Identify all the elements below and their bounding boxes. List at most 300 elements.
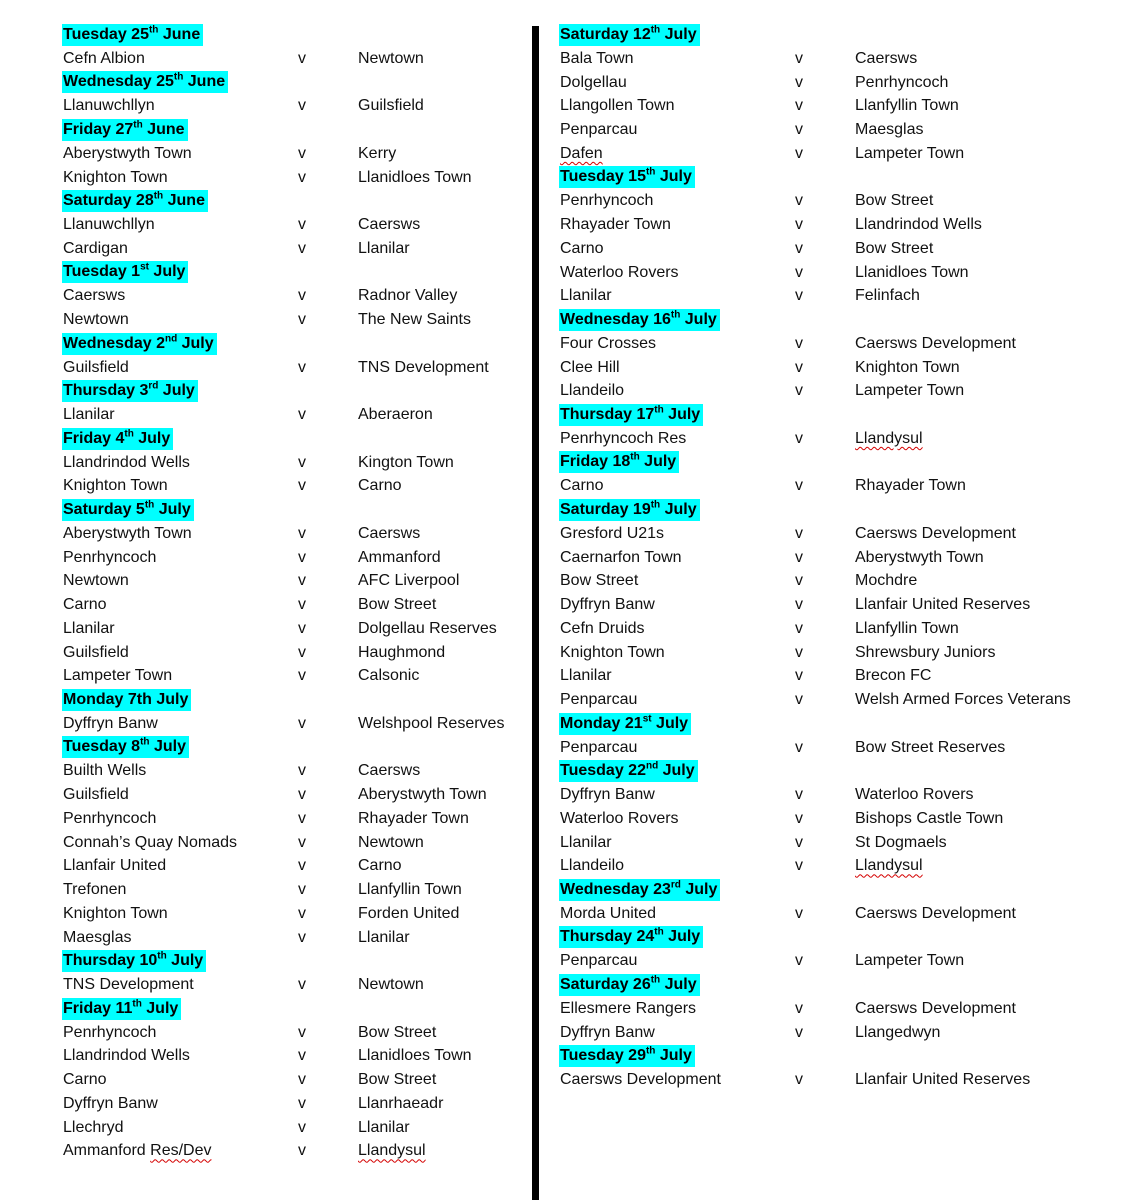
fixture-row: [62, 94, 522, 118]
date-label: [62, 71, 228, 93]
date-label: [559, 404, 703, 426]
date-day: Wednesday 2: [63, 334, 165, 352]
date-label: [559, 713, 691, 735]
date-ordinal-suffix: th: [133, 119, 143, 131]
versus-label: v: [298, 311, 306, 328]
away-team: Llandysul: [855, 857, 923, 875]
versus-label: v: [298, 881, 306, 898]
versus-label: v: [298, 1071, 306, 1088]
date-label: [559, 1045, 695, 1067]
date-day: Tuesday 29: [560, 1047, 646, 1065]
away-team: Newtown: [358, 976, 424, 993]
fixture-row: [62, 759, 522, 783]
date-month: July: [639, 453, 677, 471]
fixture-row: [559, 997, 1099, 1021]
home-team: Lampeter Town: [63, 667, 173, 685]
fixture-row: [62, 712, 522, 736]
versus-label: v: [795, 643, 803, 661]
date-ordinal-suffix: th: [140, 737, 150, 749]
away-team: Aberaeron: [358, 406, 433, 423]
date-heading: [559, 926, 1099, 950]
date-day: Thursday 10: [63, 952, 158, 970]
versus-label: v: [298, 1047, 306, 1065]
date-heading: [559, 308, 1099, 332]
away-team: Bow Street: [855, 192, 934, 210]
versus-label: v: [795, 144, 803, 162]
home-team: Llanilar: [560, 667, 612, 685]
versus-label: v: [298, 97, 306, 115]
home-team: Carno: [63, 596, 107, 613]
date-label: [62, 380, 198, 402]
fixture-row: [62, 1116, 522, 1140]
home-team: Aberystwyth Town: [63, 144, 192, 162]
versus-label: v: [795, 809, 803, 827]
home-team: Llanilar: [63, 619, 115, 637]
away-team: Penrhyncoch: [855, 73, 949, 91]
home-team: Llanilar: [560, 833, 612, 851]
home-team: Penparcau: [560, 691, 638, 708]
home-team: Ellesmere Rangers: [560, 999, 697, 1017]
date-ordinal-suffix: th: [153, 190, 164, 202]
versus-label: v: [795, 216, 803, 233]
away-team: Llanrhaeadr: [358, 1094, 444, 1112]
versus-label: v: [795, 477, 803, 495]
versus-label: v: [298, 477, 306, 495]
home-team: Llanuwchllyn: [63, 97, 155, 115]
away-team: Maesglas: [855, 121, 924, 138]
date-heading: [559, 1044, 1099, 1068]
date-heading: [62, 688, 522, 712]
fixture-row: [62, 831, 522, 855]
fixture-row: [559, 356, 1099, 380]
home-team: Dyffryn Banw: [560, 596, 655, 613]
date-month: July: [133, 429, 171, 447]
fixture-row: [559, 902, 1099, 926]
away-team: The New Saints: [358, 311, 471, 328]
fixture-row: [62, 926, 522, 950]
versus-label: v: [795, 239, 803, 257]
versus-label: v: [298, 1023, 306, 1041]
date-label: [559, 926, 703, 948]
home-team: Caernarfon Town: [560, 548, 682, 566]
home-team: Dyffryn Banw: [560, 1023, 655, 1041]
date-label: [62, 333, 217, 355]
date-ordinal-suffix: th: [645, 167, 656, 179]
date-label: [62, 24, 203, 46]
fixture-row: [559, 332, 1099, 356]
date-heading: [559, 973, 1099, 997]
date-heading: [62, 261, 522, 285]
fixture-row: [559, 783, 1099, 807]
date-day: Friday 4: [63, 429, 125, 447]
date-month: July: [158, 382, 195, 400]
date-day: Friday 18: [560, 453, 631, 471]
versus-label: v: [795, 691, 803, 708]
home-team: Aberystwyth Town: [63, 524, 192, 542]
date-day: Friday 27: [63, 120, 134, 138]
home-team: Llangollen Town: [560, 97, 675, 115]
home-team: Penrhyncoch Res: [560, 429, 687, 447]
fixture-row: [559, 379, 1099, 403]
fixture-row: [559, 736, 1099, 760]
fixture-row: [559, 1068, 1099, 1092]
fixture-row: [559, 189, 1099, 213]
versus-label: v: [298, 1118, 306, 1136]
home-team: Waterloo Rovers: [560, 809, 679, 827]
away-team: Caersws: [358, 216, 421, 233]
fixture-row: [62, 284, 522, 308]
away-team: Lampeter Town: [855, 952, 965, 970]
date-heading: [559, 403, 1099, 427]
away-team: Lampeter Town: [855, 382, 965, 400]
home-team: Knighton Town: [63, 168, 168, 186]
fixture-row: [62, 356, 522, 380]
versus-label: v: [298, 928, 306, 946]
home-team: Maesglas: [63, 928, 132, 946]
away-team: Bishops Castle Town: [855, 809, 1004, 827]
date-ordinal-suffix: th: [654, 927, 664, 939]
date-month: July: [660, 500, 697, 518]
fixture-row: [62, 1092, 522, 1116]
fixture-row: [559, 664, 1099, 688]
versus-label: v: [298, 216, 306, 233]
date-month: July: [154, 500, 191, 518]
home-team: Llanuwchllyn: [63, 216, 155, 233]
date-month: July: [655, 168, 692, 186]
date-heading: [62, 379, 522, 403]
away-team: Dolgellau Reserves: [358, 619, 497, 637]
away-team: Waterloo Rovers: [855, 786, 974, 803]
date-heading: [62, 332, 522, 356]
fixture-row: [559, 237, 1099, 261]
fixture-row: [559, 688, 1099, 712]
home-team: Ammanford Res/Dev: [63, 1142, 212, 1160]
fixture-row: [62, 142, 522, 166]
home-team: Llanilar: [63, 406, 115, 423]
fixture-row: [62, 664, 522, 688]
date-ordinal-suffix: st: [642, 713, 652, 725]
home-team: Llandeilo: [560, 857, 625, 875]
fixture-row: [62, 451, 522, 475]
date-ordinal-suffix: th: [670, 309, 681, 321]
fixture-row: [559, 71, 1099, 95]
home-team: Rhayader Town: [560, 216, 671, 233]
away-team: Caersws: [358, 762, 421, 780]
home-team: Carno: [63, 1071, 107, 1088]
date-label: [62, 190, 208, 212]
date-day: Tuesday 22: [560, 762, 646, 780]
date-ordinal-suffix: th: [650, 974, 661, 986]
away-team: Calsonic: [358, 667, 420, 685]
date-heading: [62, 736, 522, 760]
date-month: July: [148, 263, 186, 281]
date-month: July: [663, 928, 701, 946]
away-team: Llanfyllin Town: [855, 619, 959, 637]
fixture-row: [62, 902, 522, 926]
date-label: [62, 499, 194, 521]
date-ordinal-suffix: nd: [164, 333, 178, 345]
away-team: Llandysul: [855, 429, 923, 447]
fixture-row: [559, 47, 1099, 71]
versus-label: v: [298, 406, 306, 423]
versus-label: v: [795, 952, 803, 970]
versus-label: v: [795, 833, 803, 851]
versus-label: v: [795, 548, 803, 566]
date-day: Thursday 3: [63, 382, 149, 400]
fixture-row: [62, 47, 522, 71]
date-day: Saturday 5: [63, 500, 145, 518]
fixture-row: [62, 593, 522, 617]
away-team: Welshpool Reserves: [358, 714, 505, 732]
home-team: Newtown: [63, 572, 129, 590]
home-team: Dyffryn Banw: [560, 786, 655, 803]
away-team: Caersws: [855, 49, 918, 67]
date-month: July: [660, 25, 697, 43]
home-team: Trefonen: [63, 881, 127, 898]
date-day: Tuesday 15: [560, 168, 646, 186]
fixture-row: [62, 1044, 522, 1068]
versus-label: v: [298, 572, 306, 590]
away-team: Haughmond: [358, 643, 446, 661]
date-heading: [62, 427, 522, 451]
away-team: Bow Street: [358, 1023, 437, 1041]
versus-label: v: [298, 857, 306, 875]
away-team: Kerry: [358, 144, 397, 162]
away-team: Rhayader Town: [855, 477, 966, 495]
versus-label: v: [298, 358, 306, 376]
away-team: Llanfair United Reserves: [855, 596, 1031, 613]
home-team: Penparcau: [560, 121, 638, 138]
away-team: TNS Development: [358, 358, 489, 376]
date-label: [559, 24, 700, 46]
fixture-row: [62, 807, 522, 831]
home-team: Llanfair United: [63, 857, 167, 875]
away-team: Llanilar: [358, 928, 410, 946]
date-day: Saturday 19: [560, 500, 651, 518]
versus-label: v: [298, 786, 306, 803]
date-label: [62, 689, 191, 711]
versus-label: v: [795, 358, 803, 376]
fixtures-column-left: [62, 23, 522, 1163]
away-team: Aberystwyth Town: [855, 548, 984, 566]
date-ordinal-suffix: rd: [670, 879, 681, 891]
date-ordinal-suffix: th: [124, 428, 134, 440]
versus-label: v: [298, 809, 306, 827]
away-team: Shrewsbury Juniors: [855, 643, 996, 661]
fixture-row: [62, 237, 522, 261]
fixture-row: [62, 783, 522, 807]
fixture-row: [62, 641, 522, 665]
date-label: [559, 451, 679, 473]
home-team: Penrhyncoch: [63, 548, 157, 566]
date-ordinal-suffix: st: [140, 262, 149, 274]
versus-label: v: [795, 429, 803, 447]
away-team: Llanilar: [358, 1118, 410, 1136]
versus-label: v: [298, 1094, 306, 1112]
date-month: July: [141, 999, 179, 1017]
home-team: Dyffryn Banw: [63, 714, 158, 732]
date-day: Wednesday 16: [560, 310, 671, 328]
versus-label: v: [298, 643, 306, 661]
home-team: Penparcau: [560, 738, 638, 756]
versus-label: v: [795, 97, 803, 115]
away-team: Llanfair United Reserves: [855, 1071, 1031, 1088]
away-team: Llanidloes Town: [358, 1047, 472, 1065]
home-team: Builth Wells: [63, 762, 147, 780]
home-team: Cefn Albion: [63, 49, 145, 67]
date-heading: [62, 23, 522, 47]
home-team: Caersws Development: [560, 1071, 721, 1088]
fixture-row: [62, 854, 522, 878]
versus-label: v: [298, 144, 306, 162]
date-day: Tuesday 8: [63, 738, 141, 756]
fixture-row: [559, 949, 1099, 973]
fixture-row: [559, 854, 1099, 878]
date-day: Thursday 17: [560, 405, 655, 423]
date-ordinal-suffix: th: [650, 24, 661, 36]
fixture-row: [559, 617, 1099, 641]
date-day: Monday 21: [560, 714, 643, 732]
date-label: [559, 499, 700, 521]
date-label: [62, 428, 173, 450]
fixture-row: [559, 831, 1099, 855]
versus-label: v: [298, 1142, 306, 1160]
away-team: Carno: [358, 857, 402, 875]
date-heading: [62, 949, 522, 973]
home-team: Llanilar: [560, 287, 612, 305]
versus-label: v: [795, 524, 803, 542]
away-team: Ammanford: [358, 548, 441, 566]
versus-label: v: [795, 786, 803, 803]
date-ordinal-suffix: th: [650, 499, 661, 511]
home-team: Dyffryn Banw: [63, 1094, 158, 1112]
versus-label: v: [298, 904, 306, 922]
date-month: July: [658, 762, 695, 780]
versus-label: v: [795, 382, 803, 400]
versus-label: v: [795, 263, 803, 281]
versus-label: v: [795, 334, 803, 352]
versus-label: v: [298, 287, 306, 305]
date-heading: [62, 118, 522, 142]
home-team: Waterloo Rovers: [560, 263, 679, 281]
home-team: Knighton Town: [63, 477, 168, 495]
date-day: Tuesday 25: [63, 25, 149, 43]
date-month: July: [177, 334, 214, 352]
away-team: Mochdre: [855, 572, 918, 590]
home-team: Cardigan: [63, 239, 128, 257]
away-team: AFC Liverpool: [358, 572, 460, 590]
date-ordinal-suffix: th: [173, 72, 184, 84]
date-ordinal-suffix: th: [144, 499, 155, 511]
date-ordinal-suffix: th: [654, 404, 664, 416]
versus-label: v: [795, 619, 803, 637]
fixture-row: [559, 569, 1099, 593]
date-month: July: [149, 738, 186, 756]
date-heading: [559, 451, 1099, 475]
versus-label: v: [795, 857, 803, 875]
fixture-row: [559, 142, 1099, 166]
away-team: Bow Street: [358, 1071, 437, 1088]
home-team: Guilsfield: [63, 358, 129, 376]
date-label: [62, 950, 206, 972]
date-heading: [559, 712, 1099, 736]
fixture-row: [559, 284, 1099, 308]
away-team: Rhayader Town: [358, 809, 469, 827]
date-ordinal-suffix: th: [132, 998, 142, 1010]
date-label: [559, 974, 700, 996]
away-team: Caersws: [358, 524, 421, 542]
fixture-row: [62, 1068, 522, 1092]
versus-label: v: [795, 738, 803, 756]
fixture-row: [62, 973, 522, 997]
away-team: Kington Town: [358, 453, 454, 471]
away-team: Welsh Armed Forces Veterans: [855, 691, 1071, 708]
fixture-row: [559, 641, 1099, 665]
date-heading: [62, 189, 522, 213]
away-team: Aberystwyth Town: [358, 786, 487, 803]
home-team: Llandeilo: [560, 382, 625, 400]
away-team: Forden United: [358, 904, 460, 922]
versus-label: v: [795, 667, 803, 685]
away-team: Llanilar: [358, 239, 410, 257]
date-ordinal-suffix: th: [630, 452, 640, 464]
date-label: [559, 879, 720, 901]
date-day: Saturday 26: [560, 975, 651, 993]
date-day: Saturday 12: [560, 25, 651, 43]
home-team: Morda United: [560, 904, 657, 922]
date-month: June: [142, 120, 185, 138]
column-divider: [532, 26, 539, 1200]
versus-label: v: [298, 714, 306, 732]
date-day: Friday 11: [63, 999, 133, 1017]
away-team: Llanfyllin Town: [358, 881, 462, 898]
versus-label: v: [298, 619, 306, 637]
away-team: Llanidloes Town: [855, 263, 969, 281]
versus-label: v: [795, 999, 803, 1017]
home-team: Gresford U21s: [560, 524, 665, 542]
versus-label: v: [298, 239, 306, 257]
home-team: Cefn Druids: [560, 619, 645, 637]
home-team: Four Crosses: [560, 334, 657, 352]
fixture-row: [62, 474, 522, 498]
fixture-row: [559, 94, 1099, 118]
fixture-row: [559, 427, 1099, 451]
versus-label: v: [298, 762, 306, 780]
versus-label: v: [298, 453, 306, 471]
away-team: Newtown: [358, 49, 424, 67]
away-team: Guilsfield: [358, 97, 424, 115]
versus-label: v: [795, 192, 803, 210]
fixture-row: [62, 522, 522, 546]
fixture-row: [62, 403, 522, 427]
date-ordinal-suffix: rd: [148, 380, 159, 392]
date-label: [62, 119, 188, 141]
away-team: Llanidloes Town: [358, 168, 472, 186]
date-month: July: [655, 1047, 692, 1065]
versus-label: v: [298, 596, 306, 613]
date-ordinal-suffix: th: [645, 1045, 656, 1057]
date-label: [62, 998, 181, 1020]
date-day: Monday 7th July: [63, 690, 189, 708]
home-team: Bala Town: [560, 49, 634, 67]
fixture-row: [62, 213, 522, 237]
fixture-row: [559, 1021, 1099, 1045]
fixture-row: [559, 261, 1099, 285]
fixture-row: [62, 1021, 522, 1045]
home-team: Caersws: [63, 287, 126, 305]
away-team: Llanfyllin Town: [855, 97, 959, 115]
fixture-row: [62, 617, 522, 641]
